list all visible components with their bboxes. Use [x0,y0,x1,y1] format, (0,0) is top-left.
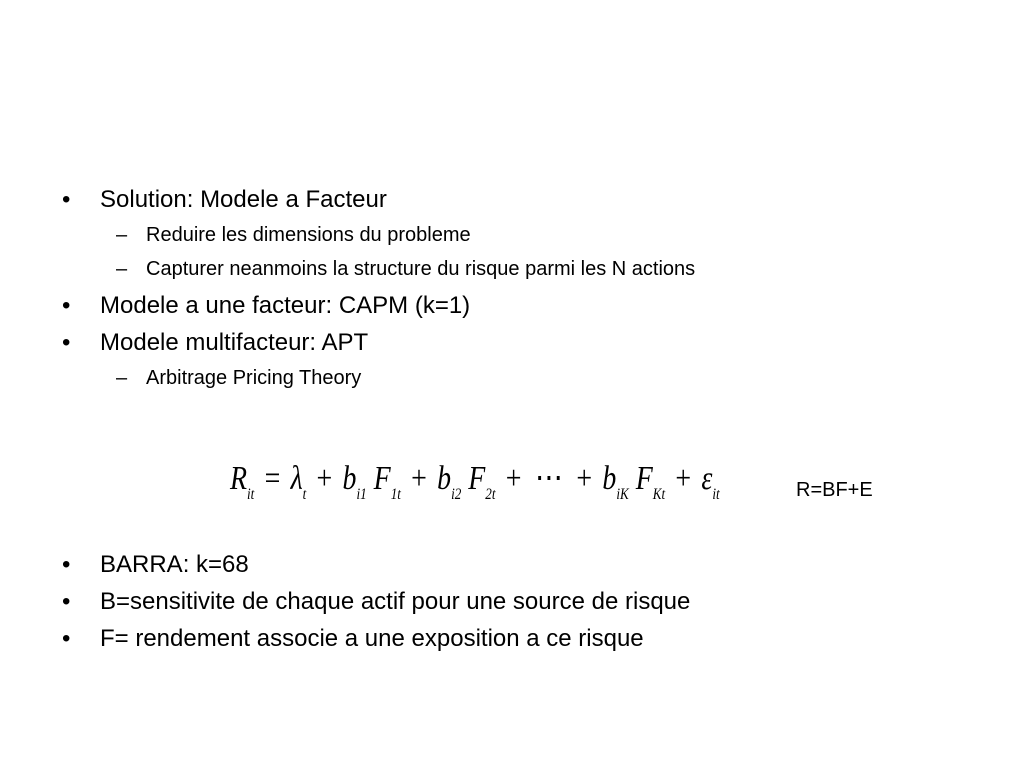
dash-marker: – [116,224,128,246]
bullet-solution: Solution: Modele a Facteur [100,186,387,213]
bullet-marker: • [62,292,71,319]
bullet-sensitivite: B=sensitivite de chaque actif pour une source de risque [100,588,691,615]
sub-bullet-reduire: Reduire les dimensions du probleme [146,224,471,246]
bullet-marker: • [62,588,71,615]
bullet-marker: • [62,186,71,213]
dash-marker: – [116,258,128,280]
sub-bullet-arbitrage: Arbitrage Pricing Theory [146,367,362,389]
bullet-barra: BARRA: k=68 [100,551,249,578]
bullet-marker: • [62,329,71,356]
bullet-capm: Modele a une facteur: CAPM (k=1) [100,292,471,319]
bullet-apt: Modele multifacteur: APT [100,329,369,356]
bullet-marker: • [62,551,71,578]
sub-bullet-capturer: Capturer neanmoins la structure du risque parmi les N actions [146,258,696,280]
dash-marker: – [116,367,128,389]
bullet-marker: • [62,625,71,652]
bullet-rendement: F= rendement associe a une exposition a ce risque [100,625,644,652]
matrix-equation: R=BF+E [796,479,873,501]
apt-formula: $R_{it} = \lambda_t + b_{i1}$ $F_{1t} + b_{i2}$ $F_{2t}$ + ⋯ + $b_{iK}$ $F_{Kt} + \varepsilon_{it}$ [230,460,720,503]
